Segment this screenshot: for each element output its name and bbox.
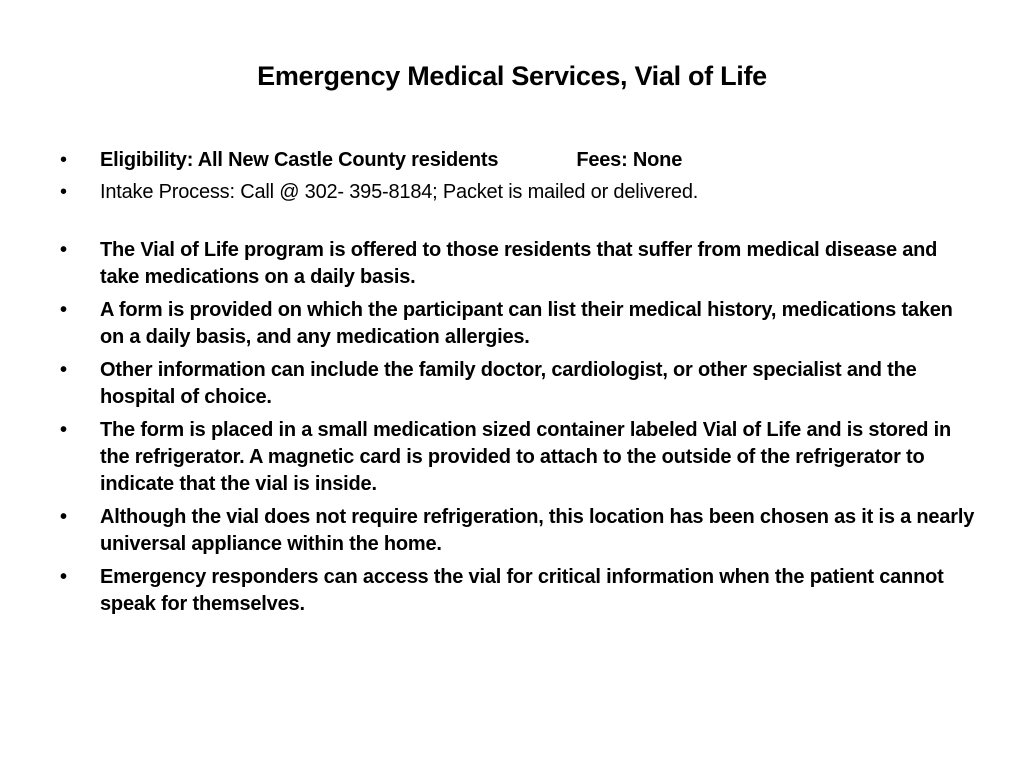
bullet-icon: • [60,566,67,588]
bullet-text: The form is placed in a small medication sized container labeled Vial of Life and is stored in the refrigerator. A magnetic card is provided to attach to the outside of the refrigerator to indicate that the vial is inside. [100,419,952,495]
bullet-icon: • [60,506,67,528]
bullet-icon: • [60,419,67,441]
bullet-text: A form is provided on which the participant can list their medical history, medications taken on a daily basis, and any medication allergies. [100,299,953,348]
bullet-list [60,147,980,618]
bullet-icon: • [60,149,67,171]
bullet-text: Emergency responders can access the vial for critical information when the patient cannot speak for themselves. [100,566,944,615]
bullet-item [60,297,980,351]
bullet-item [60,504,980,558]
eligibility-text: Eligibility: All New Castle County residents [100,149,499,171]
bullet-icon: • [60,299,67,321]
bullet-text: Although the vial does not require refrigeration, this location has been chosen as it is a nearly universal appliance within the home. [100,506,975,555]
slide-title: Emergency Medical Services, Vial of Life [257,61,767,91]
bullet-intake [60,179,980,237]
bullet-icon: • [60,239,67,261]
bullet-icon: • [60,359,67,381]
intake-text: Intake Process: Call @ 302- 395-8184; Packet is mailed or delivered. [100,181,699,203]
bullet-text: Other information can include the family doctor, cardiologist, or other specialist and the hospital of choice. [100,359,917,408]
bullet-eligibility [60,147,980,179]
fees-text: Fees: None [576,149,683,171]
bullet-item [60,564,980,618]
bullet-icon: • [60,181,67,203]
bullet-item [60,417,980,498]
bullet-text: The Vial of Life program is offered to those residents that suffer from medical disease and take medications on a daily basis. [100,239,938,288]
bullet-item [60,357,980,411]
bullet-item [60,237,980,291]
